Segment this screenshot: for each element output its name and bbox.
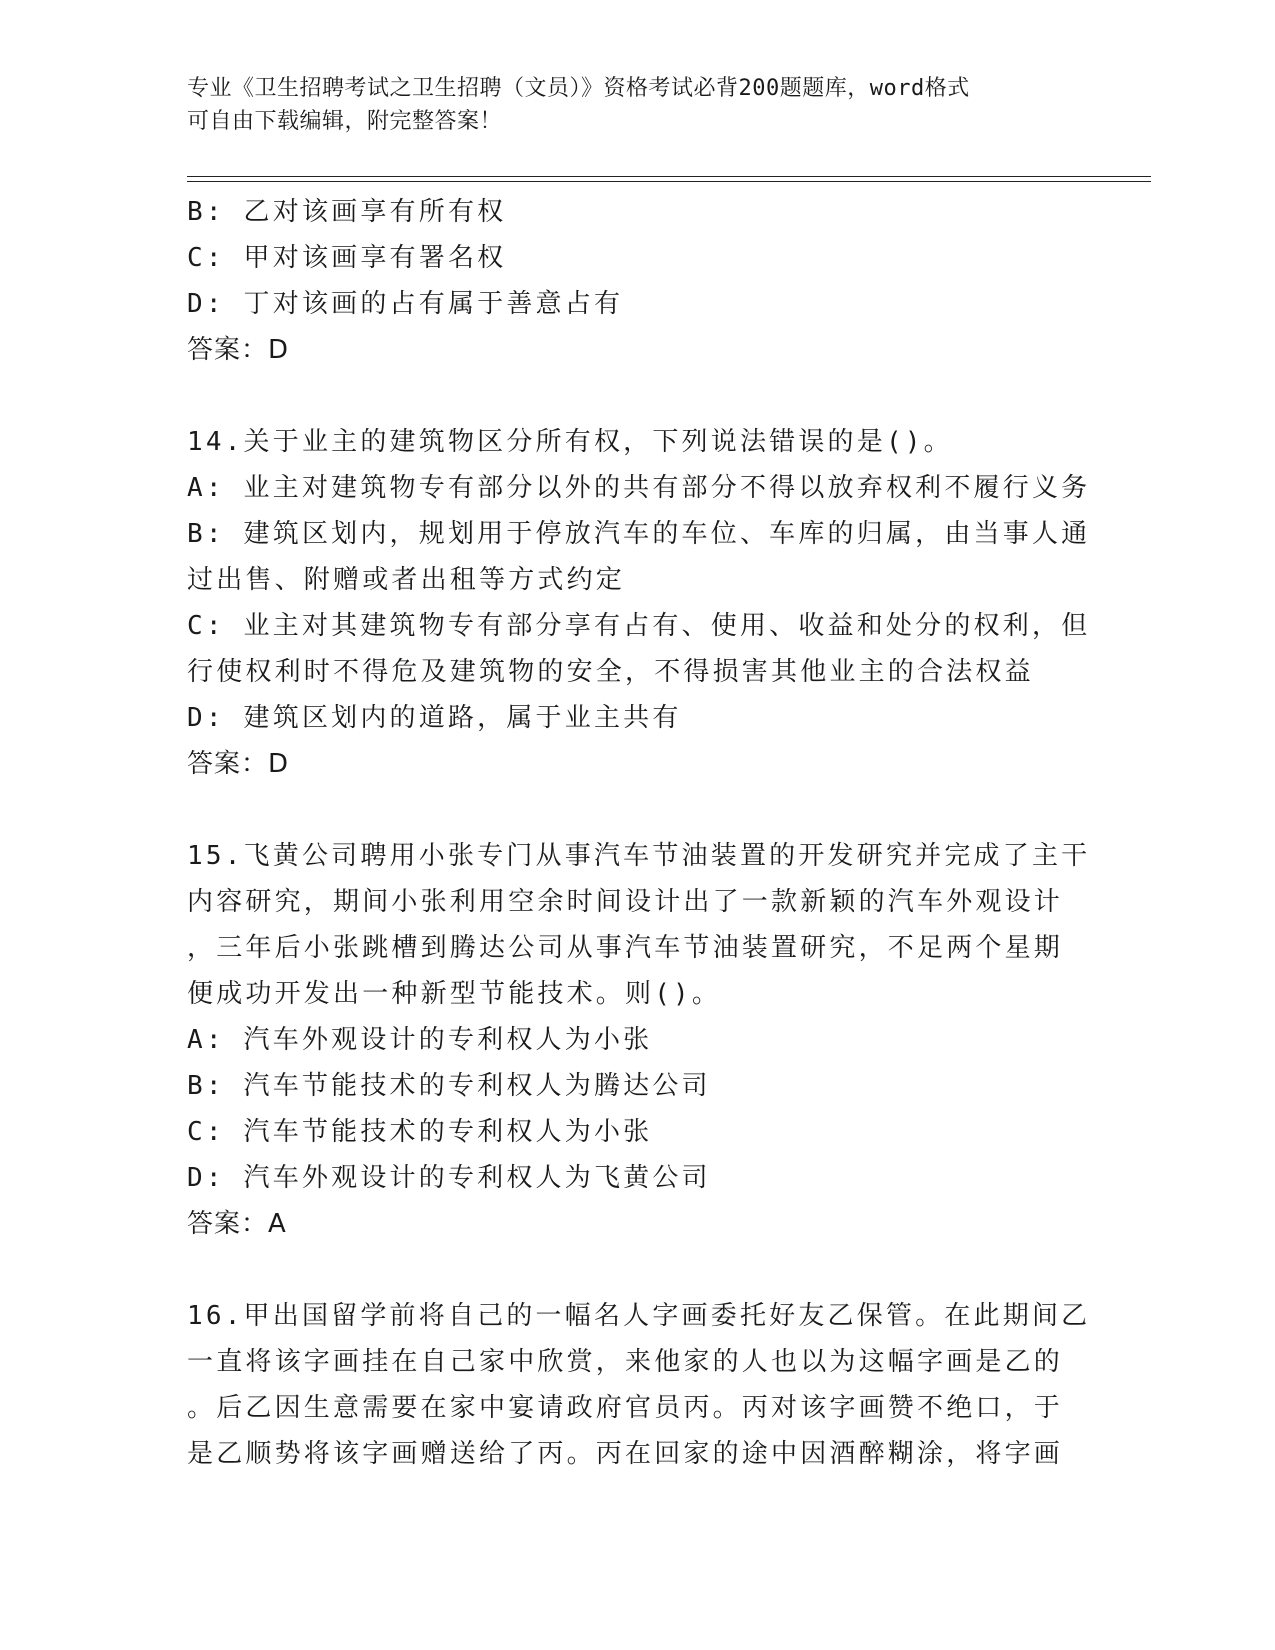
- question-15: [187, 833, 1091, 1247]
- header-rule-top: [187, 176, 1151, 177]
- header-line-1: 专业《卫生招聘考试之卫生招聘（文员）》资格考试必背200题题库，word格式: [187, 76, 970, 101]
- option-b: B: 建筑区划内，规划用于停放汽车的车位、车库的归属，由当事人通: [187, 519, 1091, 549]
- answer: 答案：A: [187, 1209, 287, 1239]
- option-d: D: 丁对该画的占有属于善意占有: [187, 289, 624, 319]
- answer: 答案：D: [187, 749, 290, 779]
- option-b: B: 乙对该画享有所有权: [187, 197, 507, 227]
- header-line-2: 可自由下载编辑，附完整答案！: [187, 109, 503, 134]
- question-stem-cont: 便成功开发出一种新型节能技术。则()。: [187, 979, 722, 1009]
- option-a: A: 汽车外观设计的专利权人为小张: [187, 1025, 653, 1055]
- option-b: B: 汽车节能技术的专利权人为腾达公司: [187, 1071, 711, 1101]
- option-c: C: 汽车节能技术的专利权人为小张: [187, 1117, 653, 1147]
- option-d: D: 建筑区划内的道路，属于业主共有: [187, 703, 682, 733]
- spacer: [187, 787, 1087, 833]
- option-b-cont: 过出售、附赠或者出租等方式约定: [187, 565, 626, 595]
- question-13: [187, 189, 1087, 373]
- question-16: [187, 1293, 1091, 1477]
- question-14: [187, 419, 1091, 787]
- answer: 答案：D: [187, 335, 290, 365]
- document-header: [187, 72, 1067, 138]
- question-stem-cont: 内容研究，期间小张利用空余时间设计出了一款新颖的汽车外观设计: [187, 887, 1064, 917]
- question-stem: 16.甲出国留学前将自己的一幅名人字画委托好友乙保管。在此期间乙: [187, 1301, 1091, 1331]
- option-c: C: 业主对其建筑物专有部分享有占有、使用、收益和处分的权利，但: [187, 611, 1091, 641]
- option-a: A: 业主对建筑物专有部分以外的共有部分不得以放弃权利不履行义务: [187, 473, 1091, 503]
- spacer: [187, 373, 1087, 419]
- header-rule-bottom: [187, 181, 1151, 182]
- question-stem-cont: 一直将该字画挂在自己家中欣赏，来他家的人也以为这幅字画是乙的: [187, 1347, 1064, 1377]
- question-stem: 15.飞黄公司聘用小张专门从事汽车节油装置的开发研究并完成了主干: [187, 841, 1091, 871]
- option-c-cont: 行使权利时不得危及建筑物的安全，不得损害其他业主的合法权益: [187, 657, 1034, 687]
- spacer: [187, 1247, 1087, 1293]
- question-stem-cont: ，三年后小张跳槽到腾达公司从事汽车节油装置研究，不足两个星期: [187, 933, 1064, 963]
- document-body: [187, 189, 1091, 1477]
- option-c: C: 甲对该画享有署名权: [187, 243, 507, 273]
- question-stem-cont: 。后乙因生意需要在家中宴请政府官员丙。丙对该字画赞不绝口，于: [187, 1393, 1064, 1423]
- option-d: D: 汽车外观设计的专利权人为飞黄公司: [187, 1163, 711, 1193]
- question-stem-cont: 是乙顺势将该字画赠送给了丙。丙在回家的途中因酒醉糊涂，将字画: [187, 1439, 1064, 1469]
- question-stem: 14.关于业主的建筑物区分所有权，下列说法错误的是()。: [187, 427, 953, 457]
